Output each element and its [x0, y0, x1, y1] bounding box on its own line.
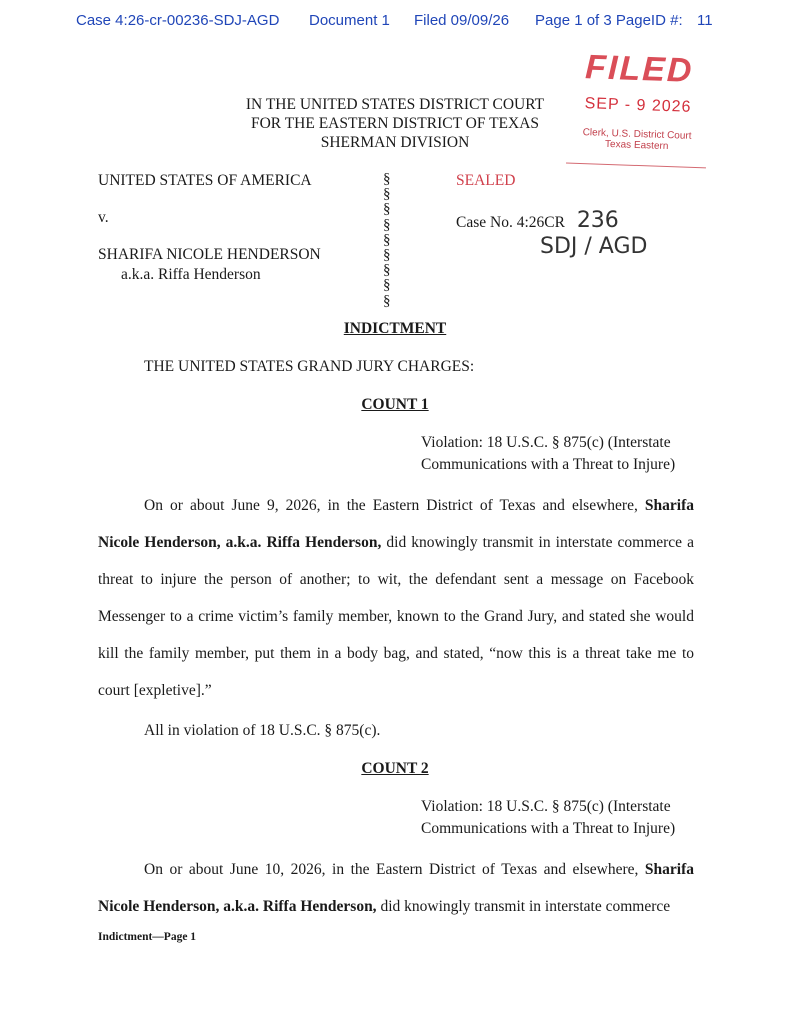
count-2-paragraph [98, 851, 694, 925]
section-symbol-column [383, 172, 391, 309]
judge-initials-handwritten: SDJ / AGD [540, 234, 648, 259]
filed-stamp-clerk-line-2: Texas Eastern [604, 138, 669, 153]
count-1-body: did knowingly transmit in interstate commerce a threat to injure the person of another; to wit, the defendant sent a message on Facebook Messenger to a crime victim’s family member, known to the Grand Jury, and stated she would kill the family member, put them in a body bag, and stated, “now this is a threat take me to court [expletive].” [98, 534, 695, 699]
filed-stamp-date: SEP - 9 2026 [584, 95, 692, 116]
count-2-lead: On or about June 10, 2026, in the Eastern District of Texas and elsewhere, [144, 861, 639, 878]
page-footer: Indictment—Page 1 [98, 931, 197, 943]
count-2-violation-line-2: Communications with a Threat to Injure) [421, 820, 676, 837]
case-number-handwritten: 236 [576, 208, 619, 233]
section-symbol: § [383, 231, 391, 248]
count-2-defendant: Sharifa Nicole Henderson, a.k.a. Riffa Henderson, [98, 861, 694, 915]
court-line-3: SHERMAN DIVISION [320, 134, 470, 151]
charges-intro: THE UNITED STATES GRAND JURY CHARGES: [144, 358, 475, 375]
count-1-paragraph [98, 487, 694, 709]
section-symbol: § [383, 247, 391, 264]
filed-stamp [566, 48, 710, 169]
count-2-body: did knowingly transmit in interstate commerce [380, 898, 671, 915]
count-2-violation [421, 796, 675, 840]
section-symbol: § [383, 216, 391, 233]
section-symbol: § [383, 201, 391, 218]
count-1-violation [421, 432, 675, 476]
defendant-name: SHARIFA NICOLE HENDERSON [98, 246, 321, 263]
page-count-stamp: Page 1 of 3 PageID #: [535, 12, 683, 29]
filed-date-stamp: Filed 09/09/26 [414, 12, 510, 29]
case-number-stamp: Case 4:26-cr-00236-SDJ-AGD [76, 12, 280, 29]
section-symbol: § [383, 262, 391, 279]
pageid-stamp: 11 [697, 12, 713, 29]
court-line-2: FOR THE EASTERN DISTRICT OF TEXAS [250, 115, 540, 132]
versus-label: v. [98, 209, 109, 226]
case-number-field [456, 208, 619, 233]
document-number-stamp: Document 1 [309, 12, 390, 29]
case-number-label: Case No. 4:26CR [456, 214, 565, 231]
court-line-1: IN THE UNITED STATES DISTRICT COURT [245, 96, 545, 113]
filed-stamp-clerk [567, 127, 708, 154]
count-1-violation-line-1: Violation: 18 U.S.C. § 875(c) (Interstate [421, 434, 671, 451]
count-1-defendant: Sharifa Nicole Henderson, a.k.a. Riffa Henderson, [98, 497, 694, 551]
count-1-lead: On or about June 9, 2026, in the Eastern District of Texas and elsewhere, [144, 497, 638, 514]
filed-stamp-rule [566, 163, 706, 169]
plaintiff-name: UNITED STATES OF AMERICA [98, 172, 312, 189]
document-title: INDICTMENT [343, 320, 447, 337]
defendant-alias: a.k.a. Riffa Henderson [121, 266, 261, 283]
count-1-closing: All in violation of 18 U.S.C. § 875(c). [144, 722, 381, 739]
section-symbol: § [383, 186, 391, 203]
count-2-title: COUNT 2 [361, 760, 429, 777]
filed-stamp-clerk-line-1: Clerk, U.S. District Court [582, 127, 692, 142]
count-1-title: COUNT 1 [361, 396, 429, 413]
section-symbol: § [383, 292, 391, 309]
court-heading [200, 95, 590, 152]
section-symbol: § [383, 277, 391, 294]
count-2-violation-line-1: Violation: 18 U.S.C. § 875(c) (Interstate [421, 798, 671, 815]
section-symbol: § [383, 171, 391, 187]
sealed-label: SEALED [456, 172, 516, 189]
count-1-violation-line-2: Communications with a Threat to Injure) [421, 456, 676, 473]
filed-stamp-word: FILED [584, 48, 695, 90]
